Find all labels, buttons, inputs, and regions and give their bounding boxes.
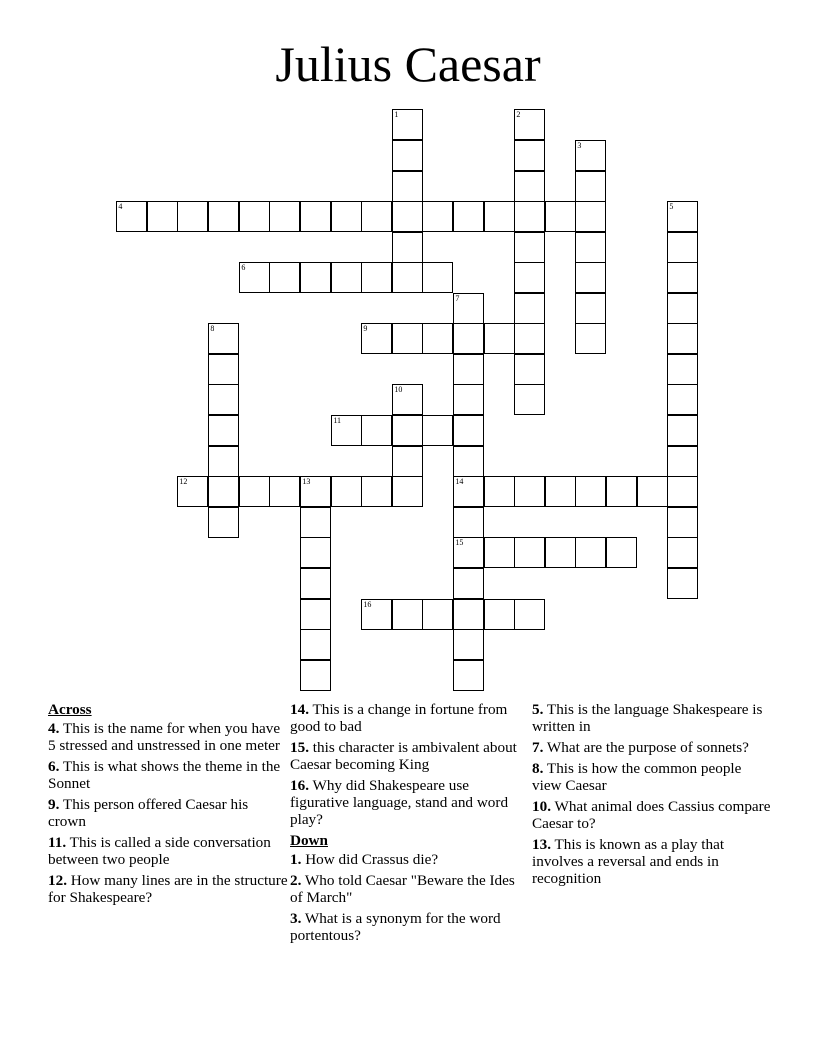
clue-number: 13 [302, 477, 311, 487]
grid-cell[interactable] [667, 232, 698, 263]
grid-cell[interactable] [208, 507, 239, 538]
grid-cell[interactable] [177, 201, 208, 232]
grid-cell[interactable] [239, 262, 270, 293]
clue-text: What animal does Cassius compare Caesar to? [532, 798, 771, 832]
grid-cell[interactable] [300, 629, 331, 660]
grid-cell[interactable] [392, 415, 423, 446]
grid-cell[interactable] [545, 537, 576, 568]
grid-cell[interactable] [667, 384, 698, 415]
page-title: Julius Caesar [275, 36, 541, 92]
grid-cell[interactable] [514, 599, 545, 630]
grid-cell[interactable] [269, 476, 300, 507]
clue-number: 9. [48, 796, 60, 813]
clue-number: 11. [48, 834, 67, 851]
clue-item [48, 872, 288, 906]
grid-cell[interactable] [453, 354, 484, 385]
clue-number: 9 [363, 324, 368, 334]
grid-cell[interactable] [331, 201, 362, 232]
grid-cell[interactable] [422, 599, 453, 630]
grid-cell[interactable] [422, 262, 453, 293]
clue-number: 13. [532, 836, 551, 853]
grid-cell[interactable] [484, 537, 515, 568]
grid-cell[interactable] [453, 323, 484, 354]
grid-cell[interactable] [514, 476, 545, 507]
grid-cell[interactable] [177, 476, 208, 507]
clue-number: 11 [333, 416, 342, 426]
clue-text: this character is ambivalent about Caesar becoming King [290, 739, 517, 773]
grid-cell[interactable] [453, 537, 484, 568]
grid-cell[interactable] [453, 507, 484, 538]
grid-cell[interactable] [453, 476, 484, 507]
grid-cell[interactable] [392, 384, 423, 415]
grid-cell[interactable] [514, 171, 545, 202]
grid-cell[interactable] [514, 537, 545, 568]
grid-cell[interactable] [484, 476, 515, 507]
clue-text: This person offered Caesar his crown [48, 796, 249, 830]
clue-number: 5. [532, 701, 544, 718]
clue-text: How many lines are in the structure for Shakespeare? [48, 872, 288, 906]
grid-cell[interactable] [269, 262, 300, 293]
grid-cell[interactable] [606, 537, 637, 568]
clue-item [48, 796, 288, 830]
grid-cell[interactable] [667, 323, 698, 354]
grid-cell[interactable] [239, 201, 270, 232]
grid-cell[interactable] [514, 262, 545, 293]
grid-cell[interactable] [514, 232, 545, 263]
grid-cell[interactable] [453, 599, 484, 630]
clue-number: 2 [516, 110, 521, 120]
grid-cell[interactable] [514, 323, 545, 354]
down-clue-list [290, 851, 518, 944]
clue-number: 12 [179, 477, 188, 487]
across-clue-list [48, 720, 288, 906]
clue-item [532, 701, 772, 735]
grid-cell[interactable] [667, 415, 698, 446]
grid-cell[interactable] [453, 415, 484, 446]
clue-number: 5 [669, 202, 674, 212]
clue-number: 2. [290, 872, 302, 889]
across-clue-list-continued [290, 701, 518, 828]
clue-text: Why did Shakespeare use figurative language, stand and word play? [290, 777, 509, 828]
grid-cell[interactable] [392, 171, 423, 202]
clue-number: 12. [48, 872, 67, 889]
grid-cell[interactable] [637, 476, 668, 507]
clues-column-1 [48, 701, 288, 910]
down-clue-list-continued [532, 701, 772, 887]
clue-number: 10 [394, 385, 403, 395]
clue-item [290, 851, 518, 868]
grid-cell[interactable] [667, 262, 698, 293]
grid-cell[interactable] [392, 232, 423, 263]
grid-cell[interactable] [208, 476, 239, 507]
grid-cell[interactable] [453, 201, 484, 232]
clue-text: This is what shows the theme in the Sonnet [48, 758, 281, 792]
clue-number: 6. [48, 758, 60, 775]
grid-cell[interactable] [300, 568, 331, 599]
grid-cell[interactable] [361, 262, 392, 293]
grid-cell[interactable] [208, 201, 239, 232]
clues-column-3 [532, 701, 772, 891]
clue-item [532, 739, 772, 756]
grid-cell[interactable] [514, 140, 545, 171]
clue-item [532, 836, 772, 887]
clue-number: 6 [241, 263, 246, 273]
grid-cell[interactable] [147, 201, 178, 232]
grid-cell[interactable] [300, 599, 331, 630]
grid-cell[interactable] [392, 476, 423, 507]
grid-cell[interactable] [300, 476, 331, 507]
clue-text: This is a change in fortune from good to bad [290, 701, 508, 735]
clue-item [290, 910, 518, 944]
grid-cell[interactable] [392, 446, 423, 477]
grid-cell[interactable] [422, 415, 453, 446]
down-heading: Down [290, 832, 328, 849]
grid-cell[interactable] [239, 476, 270, 507]
clue-number: 7. [532, 739, 544, 756]
clue-number: 3. [290, 910, 302, 927]
grid-cell[interactable] [361, 476, 392, 507]
grid-cell[interactable] [484, 599, 515, 630]
grid-cell[interactable] [208, 446, 239, 477]
clue-text: How did Crassus die? [301, 851, 439, 868]
grid-cell[interactable] [392, 140, 423, 171]
clue-text: This is the name for when you have 5 stressed and unstressed in one meter [48, 720, 281, 754]
grid-cell[interactable] [331, 476, 362, 507]
clue-text: This is called a side conversation between two people [48, 834, 271, 868]
clue-item [532, 798, 772, 832]
grid-cell[interactable] [361, 599, 392, 630]
grid-cell[interactable] [575, 476, 606, 507]
grid-cell[interactable] [575, 262, 606, 293]
clue-text: What are the purpose of sonnets? [543, 739, 749, 756]
grid-cell[interactable] [453, 293, 484, 324]
clue-item [48, 834, 288, 868]
grid-cell[interactable] [575, 293, 606, 324]
clue-number: 3 [577, 141, 582, 151]
grid-cell[interactable] [208, 323, 239, 354]
grid-cell[interactable] [667, 293, 698, 324]
clue-item [532, 760, 772, 794]
clue-number: 14. [290, 701, 309, 718]
grid-cell[interactable] [331, 415, 362, 446]
clue-number: 8. [532, 760, 544, 777]
grid-cell[interactable] [208, 354, 239, 385]
grid-cell[interactable] [667, 476, 698, 507]
grid-cell[interactable] [422, 201, 453, 232]
clue-number: 7 [455, 294, 460, 304]
clues-column-2 [290, 701, 518, 948]
clue-number: 15 [455, 538, 464, 548]
grid-cell[interactable] [514, 109, 545, 140]
clue-number: 10. [532, 798, 551, 815]
grid-cell[interactable] [667, 446, 698, 477]
grid-cell[interactable] [208, 384, 239, 415]
grid-cell[interactable] [422, 323, 453, 354]
grid-cell[interactable] [667, 537, 698, 568]
clue-item [290, 739, 518, 773]
grid-cell[interactable] [300, 262, 331, 293]
grid-cell[interactable] [514, 293, 545, 324]
across-heading: Across [48, 701, 92, 718]
grid-cell[interactable] [208, 415, 239, 446]
clue-item [290, 701, 518, 735]
grid-cell[interactable] [116, 201, 147, 232]
clue-text: What is a synonym for the word portentous? [290, 910, 501, 944]
grid-cell[interactable] [361, 201, 392, 232]
grid-cell[interactable] [575, 201, 606, 232]
grid-cell[interactable] [453, 660, 484, 691]
grid-cell[interactable] [392, 262, 423, 293]
clue-number: 1. [290, 851, 302, 868]
grid-cell[interactable] [392, 323, 423, 354]
grid-cell[interactable] [545, 201, 576, 232]
grid-cell[interactable] [514, 384, 545, 415]
clue-text: This is the language Shakespeare is written in [532, 701, 763, 735]
grid-cell[interactable] [575, 171, 606, 202]
clue-item [48, 720, 288, 754]
grid-cell[interactable] [392, 109, 423, 140]
grid-cell[interactable] [514, 201, 545, 232]
grid-cell[interactable] [606, 476, 637, 507]
grid-cell[interactable] [300, 537, 331, 568]
grid-cell[interactable] [545, 476, 576, 507]
clue-number: 16 [363, 600, 372, 610]
clue-item [290, 872, 518, 906]
grid-cell[interactable] [453, 384, 484, 415]
grid-cell[interactable] [361, 323, 392, 354]
clue-number: 1 [394, 110, 399, 120]
clue-number: 8 [210, 324, 215, 334]
clue-number: 16. [290, 777, 309, 794]
clue-text: This is known as a play that involves a reversal and ends in recognition [532, 836, 725, 887]
clue-item [48, 758, 288, 792]
grid-cell[interactable] [269, 201, 300, 232]
grid-cell[interactable] [300, 201, 331, 232]
grid-cell[interactable] [331, 262, 362, 293]
grid-cell[interactable] [392, 201, 423, 232]
grid-cell[interactable] [453, 568, 484, 599]
grid-cell[interactable] [453, 446, 484, 477]
clue-item [290, 777, 518, 828]
grid-cell[interactable] [575, 323, 606, 354]
grid-cell[interactable] [575, 232, 606, 263]
grid-cell[interactable] [300, 660, 331, 691]
clue-number: 14 [455, 477, 464, 487]
grid-cell[interactable] [667, 507, 698, 538]
grid-cell[interactable] [667, 201, 698, 232]
clue-text: This is how the common people view Caesar [532, 760, 742, 794]
grid-cell[interactable] [667, 354, 698, 385]
grid-cell[interactable] [453, 629, 484, 660]
grid-cell[interactable] [575, 537, 606, 568]
grid-cell[interactable] [575, 140, 606, 171]
grid-cell[interactable] [484, 323, 515, 354]
clue-text: Who told Caesar "Beware the Ides of March" [290, 872, 515, 906]
clue-number: 15. [290, 739, 309, 756]
grid-cell[interactable] [361, 415, 392, 446]
grid-cell[interactable] [514, 354, 545, 385]
grid-cell[interactable] [392, 599, 423, 630]
grid-cell[interactable] [484, 201, 515, 232]
clue-number: 4 [118, 202, 123, 212]
grid-cell[interactable] [667, 568, 698, 599]
clue-number: 4. [48, 720, 60, 737]
grid-cell[interactable] [300, 507, 331, 538]
